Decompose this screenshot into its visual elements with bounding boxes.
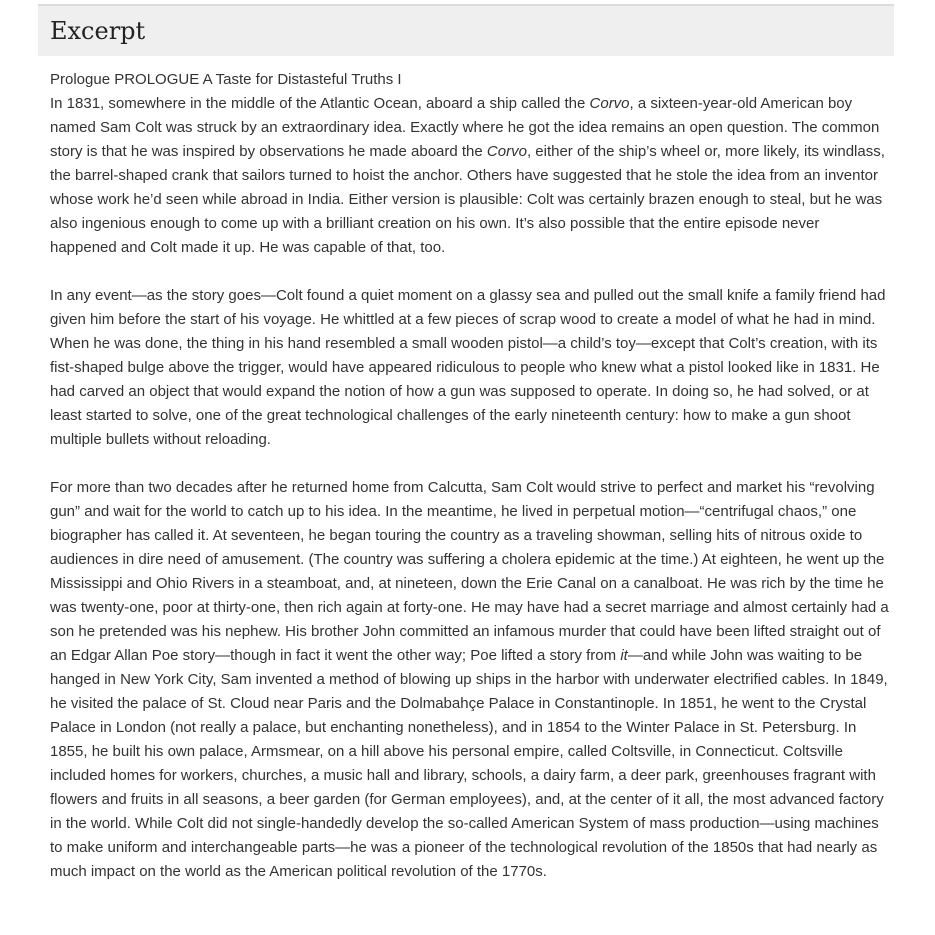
paragraph-1-text-e: , either of the ship’s wheel or, more likely, its windlass, the barrel-shaped crank that sailors turned to hoist the anchor. Others have suggested that he stole the idea from an inventor whose work he’d seen while abroad in India. Either version is plausible: Colt was certainly brazen enough to steal, but he was also ingenious enough to come up with a brilliant creation on his own. It’s also possible that the entire episode never happened and Colt made it up. He was capable of that, too. [50, 143, 885, 256]
ship-name-italic: Corvo [589, 95, 630, 112]
paragraph-3-text-a: For more than two decades after he returned home from Calcutta, Sam Colt would strive to perfect and market his “revolving gun” and wait for the world to catch up to his idea. In the meantime, he lived in perpetual motion—“centrifugal chaos,” one biographer has called it. At seventeen, he began touring the country as a traveling showman, selling hits of nitrous oxide to audiences in dire need of amusement. (The country was suffering a cholera epidemic at the time.) At eighteen, he went up the Mississippi and Ohio Rivers in a steamboat, and, at nineteen, down the Erie Canal on a canalboat. He was rich by the time he was twenty-one, poor at thirty-one, then rich again at forty-one. He may have had a secret marriage and almost certainly had a son he pretended was his nephew. His brother John committed an infamous murder that could have been lifted straight out of an Edgar Allan Poe story—though in fact it went the other way; Poe lifted a story from [50, 479, 889, 664]
ship-name-italic: Corvo [486, 143, 527, 160]
paragraph-1-text-c: , a sixteen-year-old American boy named Sam Colt was struck by an extraordinary idea. Exactly where he got the idea remains an open question. The common story is that he was inspired by observations he made aboard the [50, 95, 880, 160]
chapter-subtitle: Prologue PROLOGUE A Taste for Distasteful Truths I [50, 71, 402, 88]
paragraph-3 [50, 476, 890, 884]
section-title: Excerpt [50, 17, 146, 45]
section-header [38, 4, 894, 56]
paragraph-1 [50, 68, 890, 260]
paragraph-1-text-a: In 1831, somewhere in the middle of the Atlantic Ocean, aboard a ship called the [50, 95, 590, 112]
paragraph-3-text-c: —and while John was waiting to be hanged in New York City, Sam invented a method of blowing up ships in the harbor with underwater electrified cables. In 1849, he visited the palace of St. Cloud near Paris and the Dolmabahçe Palace in Constantinople. In 1851, he went to the Crystal Palace in London (not really a palace, but enchanting nonetheless), and in 1854 to the Winter Palace in St. Petersburg. In 1855, he built his own palace, Armsmear, on a hill above his personal empire, called Coltsville, in Connecticut. Coltsville included homes for workers, churches, a music hall and library, schools, a dairy farm, a deer park, greenhouses fragrant with flowers and fruits in all seasons, a beer garden (for German employees), and, at the center of it all, the most advanced factory in the world. While Colt did not single-handedly develop the so-called American System of mass production—using machines to make uniform and interchangeable parts—he was a pioneer of the technological revolution of the 1850s that had nearly as much impact on the world as the American political revolution of the 1770s. [50, 647, 888, 880]
excerpt-body [50, 68, 890, 884]
italic-word: it [620, 647, 628, 664]
paragraph-2: In any event—as the story goes—Colt found a quiet moment on a glassy sea and pulled out the small knife a family friend had given him before the start of his voyage. He whittled at a few pieces of scrap wood to create a model of what he had in mind. When he was done, the thing in his hand resembled a small wooden pistol—a child’s toy—except that Colt’s creation, with its fist-shaped bulge above the trigger, would have appeared ridiculous to people who knew what a pistol looked like in 1831. He had carved an object that would expand the notion of how a gun was supposed to operate. In doing so, he had solved, or at least started to solve, one of the great technological challenges of the early nineteenth century: how to make a gun shoot multiple bullets without reloading. [50, 287, 886, 448]
